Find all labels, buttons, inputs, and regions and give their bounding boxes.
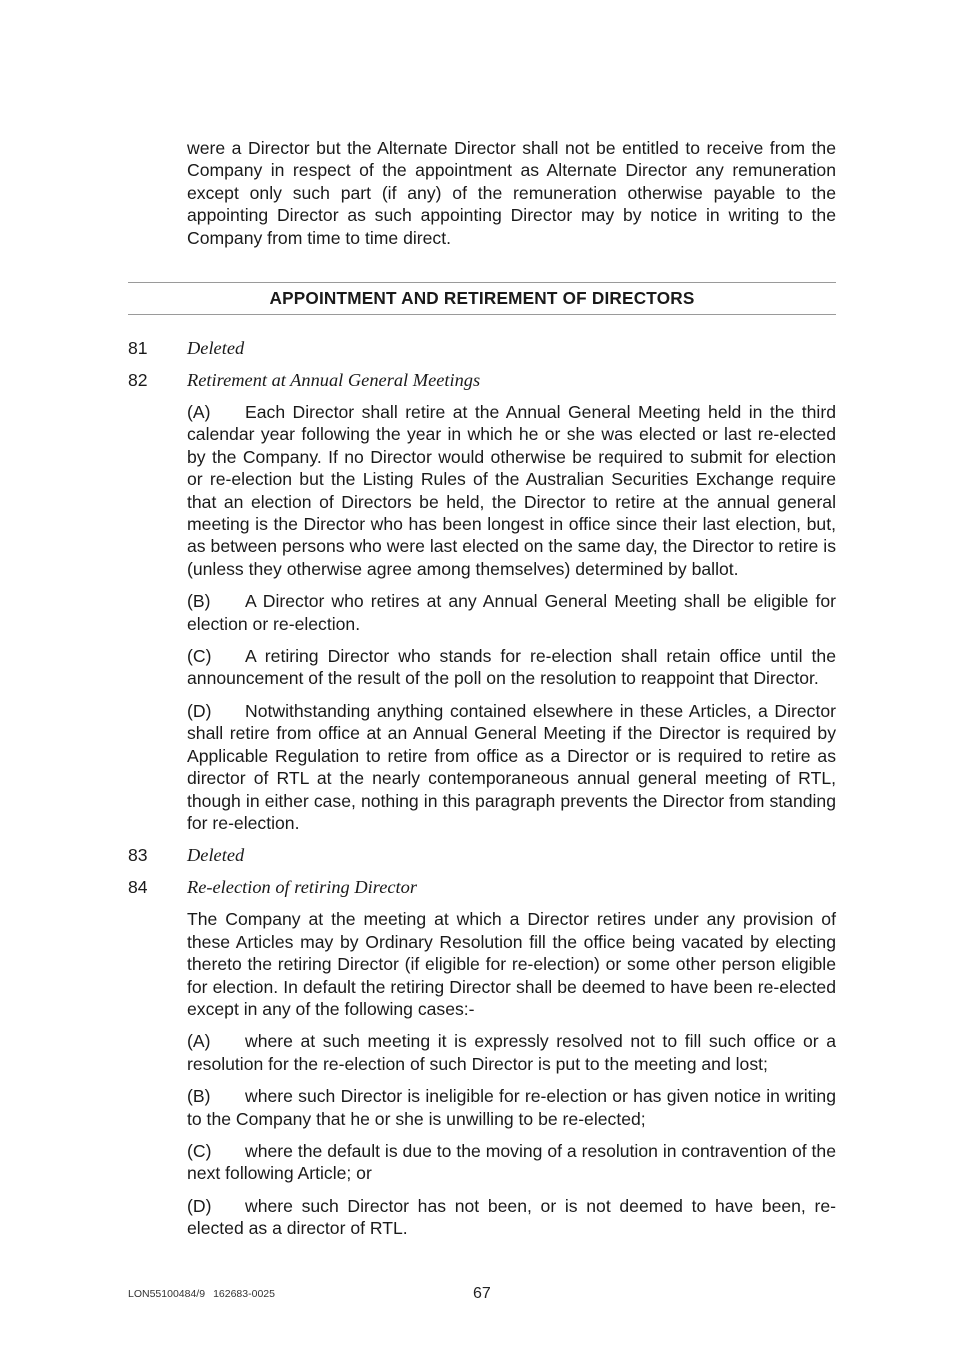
paragraph-text: Notwithstanding anything contained elsewhere in these Articles, a Director shall retire from office at an Annual General Meeting if the Director is required by Applicable Regulation to retire from office as a Director or is required to retire as director of RTL at the nearly contemporaneous annual general meeting of RTL, though in either case, nothing in this paragraph prevents the Director from standing for re-election.	[187, 700, 836, 833]
article-heading	[128, 844, 836, 866]
article-title: Deleted	[187, 338, 245, 358]
article-body	[187, 908, 836, 1239]
paragraph-a	[187, 401, 836, 580]
article-body	[187, 401, 836, 834]
section-heading: APPOINTMENT AND RETIREMENT OF DIRECTORS	[269, 288, 695, 308]
footer-reference	[128, 1288, 275, 1300]
paragraph-text: where the default is due to the moving of a resolution in contravention of the next following Article; or	[187, 1140, 836, 1184]
article-83	[128, 844, 836, 866]
intro-paragraph: were a Director but the Alternate Director shall not be entitled to receive from the Company in respect of the appointment as Alternate Director any remuneration except only such part (if any) of the remuneration otherwise payable to the appointing Director as such appointing Director may by notice in writing to the Company from time to time direct.	[187, 138, 836, 248]
paragraph-label: (C)	[187, 646, 212, 667]
paragraph-b	[187, 590, 836, 635]
article-title: Retirement at Annual General Meetings	[187, 370, 481, 390]
paragraph-text: A retiring Director who stands for re-election shall retain office until the announcement of the result of the poll on the resolution to reappoint that Director.	[187, 646, 836, 689]
article-82	[128, 369, 836, 834]
paragraph-c	[187, 645, 836, 690]
article-title: Deleted	[187, 845, 245, 866]
article-heading	[128, 876, 836, 898]
paragraph-label: (B)	[187, 591, 211, 612]
paragraph-label: (B)	[187, 1086, 211, 1107]
document-reference: LON55100484/9	[128, 1288, 206, 1300]
paragraph-b	[187, 1085, 836, 1130]
article-heading	[128, 369, 836, 391]
paragraph-label: (D)	[187, 700, 212, 721]
paragraph-d	[187, 1195, 836, 1240]
article-84	[128, 876, 836, 1239]
paragraph-text: Each Director shall retire at the Annual General Meeting held in the third calendar year following the year in which he or she was elected or last re-elected by the Company. If no Director would otherwise be required to submit for election or re-election but the Listing Rules of the Australian Securities Exchange require that an election of Directors be held, the Director to retire at the annual general meeting is the Director who has been longest in office since their last election, but, as between persons who were last elected on the same day, the Director to retire is (unless they otherwise agree among themselves) determined by ballot.	[187, 402, 836, 579]
article-title: Re-election of retiring Director	[187, 877, 417, 898]
article-heading	[128, 337, 836, 359]
articles-list	[128, 337, 836, 1250]
article-number: 84	[128, 877, 148, 898]
paragraph-label: (A)	[187, 402, 211, 422]
article-intro-paragraph: The Company at the meeting at which a Director retires under any provision of these Articles may by Ordinary Resolution fill the office being vacated by electing thereto the retiring Director (if eligible for re-election) or some other person eligible for election. In default the retiring Director shall be deemed to have been re-elected except in any of the following cases:-	[187, 909, 836, 1019]
article-number: 82	[128, 370, 148, 390]
paragraph-text: where such Director has not been, or is not deemed to have been, re-elected as a director of RTL.	[187, 1195, 836, 1239]
paragraph-text: where at such meeting it is expressly resolved not to fill such office or a resolution for the re-election of such Director is put to the meeting and lost;	[187, 1031, 836, 1074]
page-number: 67	[473, 1285, 491, 1302]
article-number: 81	[128, 338, 148, 358]
paragraph-d	[187, 700, 836, 834]
article-number: 83	[128, 845, 148, 866]
paragraph-c	[187, 1140, 836, 1185]
matter-reference: 162683-0025	[213, 1288, 275, 1300]
article-81	[128, 337, 836, 359]
heading-top-rule	[128, 282, 836, 283]
paragraph-label: (D)	[187, 1195, 212, 1216]
paragraph-label: (A)	[187, 1031, 211, 1052]
paragraph-label: (C)	[187, 1140, 212, 1161]
heading-bottom-rule	[128, 314, 836, 315]
paragraph-text: A Director who retires at any Annual General Meeting shall be eligible for election or re-election.	[187, 591, 836, 634]
paragraph-text: where such Director is ineligible for re-election or has given notice in writing to the Company that he or she is unwilling to be re-elected;	[187, 1086, 836, 1129]
paragraph-a	[187, 1030, 836, 1075]
